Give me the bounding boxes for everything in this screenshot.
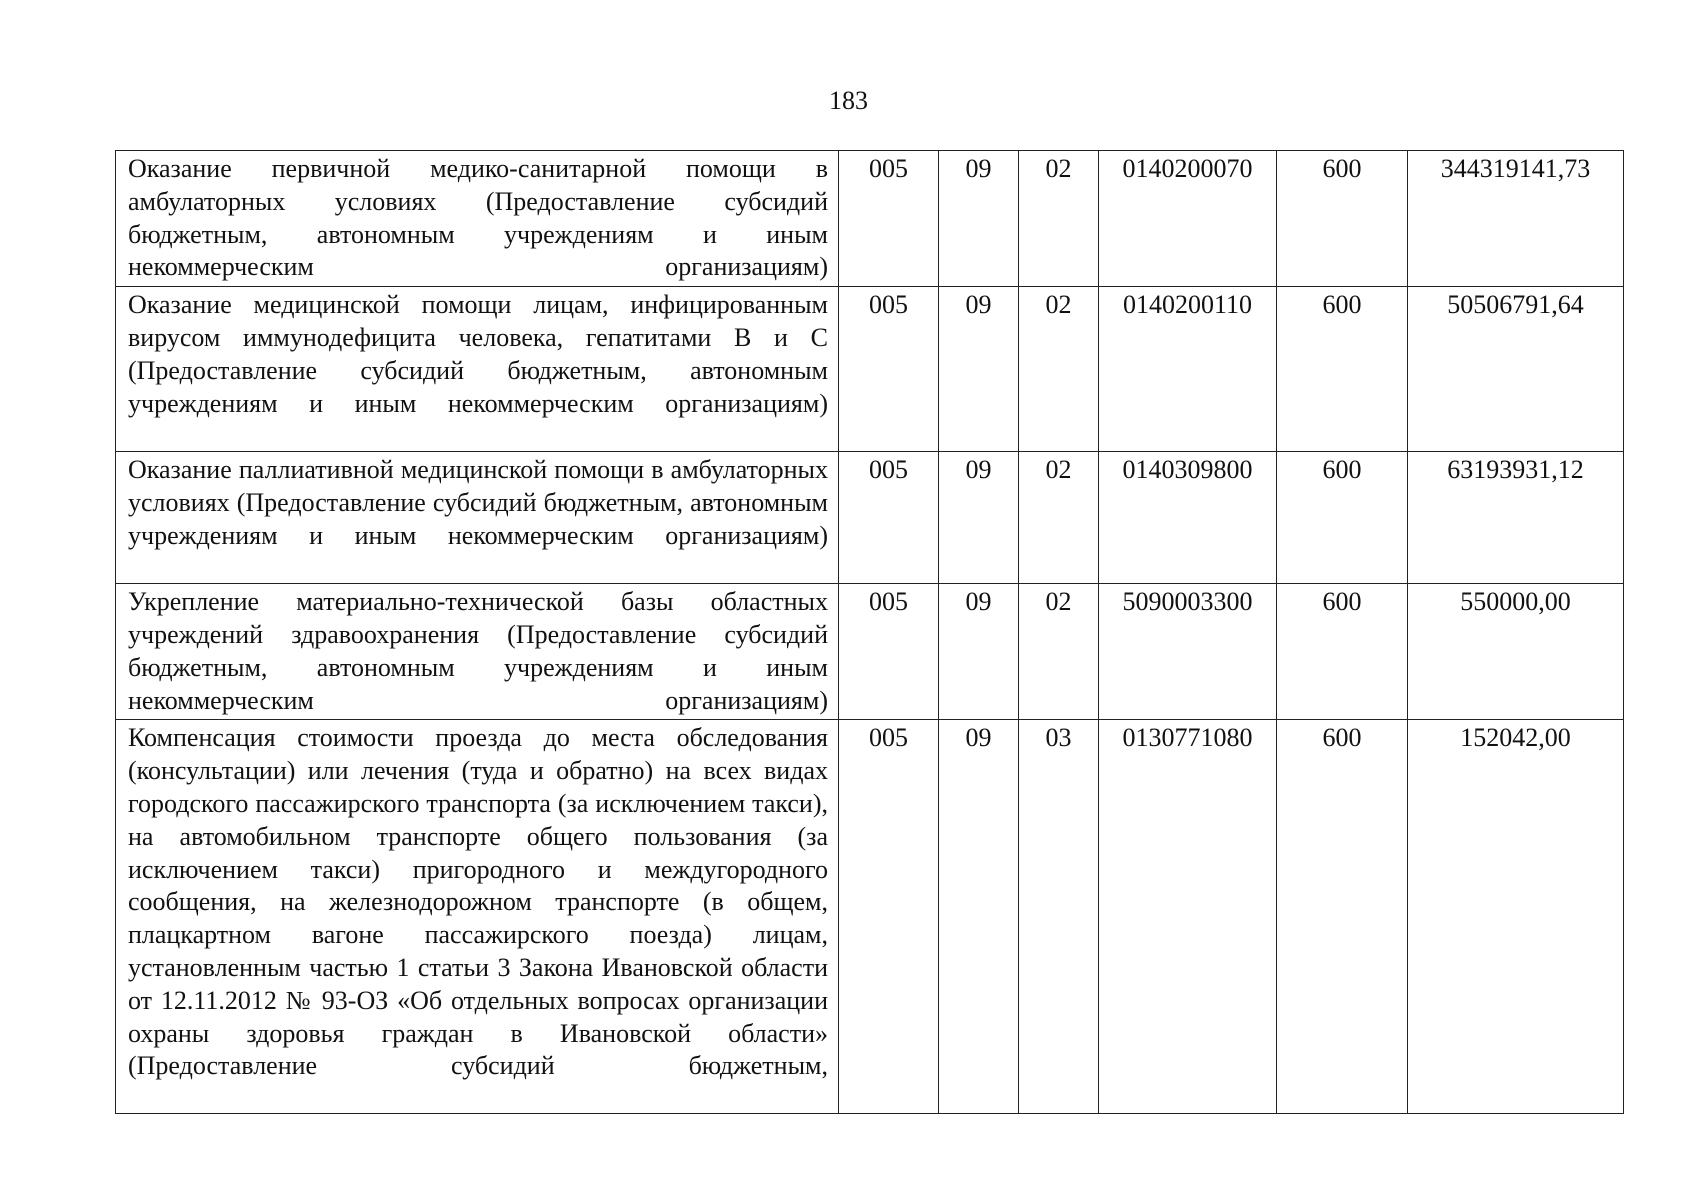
table-row [116, 287, 1624, 452]
row-subsection-code: 02 [1019, 151, 1099, 287]
row-grbs-code: 005 [839, 452, 939, 584]
row-section-code: 09 [939, 584, 1019, 720]
row-description: Оказание паллиативной медицинской помощи в амбулаторных условиях (Предоставление субсидий бюджетным, автономным учреждениям и иным некоммерческим организациям) [116, 452, 839, 584]
row-subsection-code: 03 [1019, 720, 1099, 1114]
row-section-code: 09 [939, 720, 1019, 1114]
row-description: Компенсация стоимости проезда до места обследования (консультации) или лечения (туда и обратно) на всех видах городского пассажирского транспорта (за исключением такси), на автомобильном транспорте общего пользования (за исключением такси) пригородного и междугородного сообщения, на железнодорожном транспорте (в общем, плацкартном вагоне пассажирского поезда) лицам, установленным частью 1 статьи 3 Закона Ивановской области от 12.11.2012 № 93-ОЗ «Об отдельных вопросах организации охраны здоровья граждан в Ивановской области» (Предоставление субсидий бюджетным, [116, 720, 839, 1114]
row-section-code: 09 [939, 287, 1019, 452]
row-target-article-code: 0140200110 [1099, 287, 1277, 452]
row-amount: 50506791,64 [1408, 287, 1624, 452]
row-expense-type-code: 600 [1277, 151, 1408, 287]
row-grbs-code: 005 [839, 287, 939, 452]
page-number: 183 [829, 86, 868, 115]
table-row [116, 452, 1624, 584]
table-row [116, 720, 1624, 1114]
row-description: Укрепление материально-технической базы областных учреждений здравоохранения (Предоставление субсидий бюджетным, автономным учреждениям и иным некоммерческим организациям) [116, 584, 839, 720]
row-subsection-code: 02 [1019, 452, 1099, 584]
row-expense-type-code: 600 [1277, 720, 1408, 1114]
budget-table [115, 150, 1624, 1114]
row-expense-type-code: 600 [1277, 287, 1408, 452]
row-target-article-code: 0140200070 [1099, 151, 1277, 287]
row-target-article-code: 0140309800 [1099, 452, 1277, 584]
row-description: Оказание первичной медико-санитарной помощи в амбулаторных условиях (Предоставление субсидий бюджетным, автономным учреждениям и иным некоммерческим организациям) [116, 151, 839, 287]
row-subsection-code: 02 [1019, 287, 1099, 452]
row-grbs-code: 005 [839, 720, 939, 1114]
row-expense-type-code: 600 [1277, 584, 1408, 720]
table-row [116, 151, 1624, 287]
row-section-code: 09 [939, 151, 1019, 287]
row-target-article-code: 5090003300 [1099, 584, 1277, 720]
table-row [116, 584, 1624, 720]
row-amount: 344319141,73 [1408, 151, 1624, 287]
row-amount: 550000,00 [1408, 584, 1624, 720]
row-amount: 152042,00 [1408, 720, 1624, 1114]
row-description: Оказание медицинской помощи лицам, инфицированным вирусом иммунодефицита человека, гепатитами В и С (Предоставление субсидий бюджетным, автономным учреждениям и иным некоммерческим организациям) [116, 287, 839, 452]
row-target-article-code: 0130771080 [1099, 720, 1277, 1114]
row-grbs-code: 005 [839, 151, 939, 287]
row-grbs-code: 005 [839, 584, 939, 720]
row-subsection-code: 02 [1019, 584, 1099, 720]
row-expense-type-code: 600 [1277, 452, 1408, 584]
row-section-code: 09 [939, 452, 1019, 584]
row-amount: 63193931,12 [1408, 452, 1624, 584]
